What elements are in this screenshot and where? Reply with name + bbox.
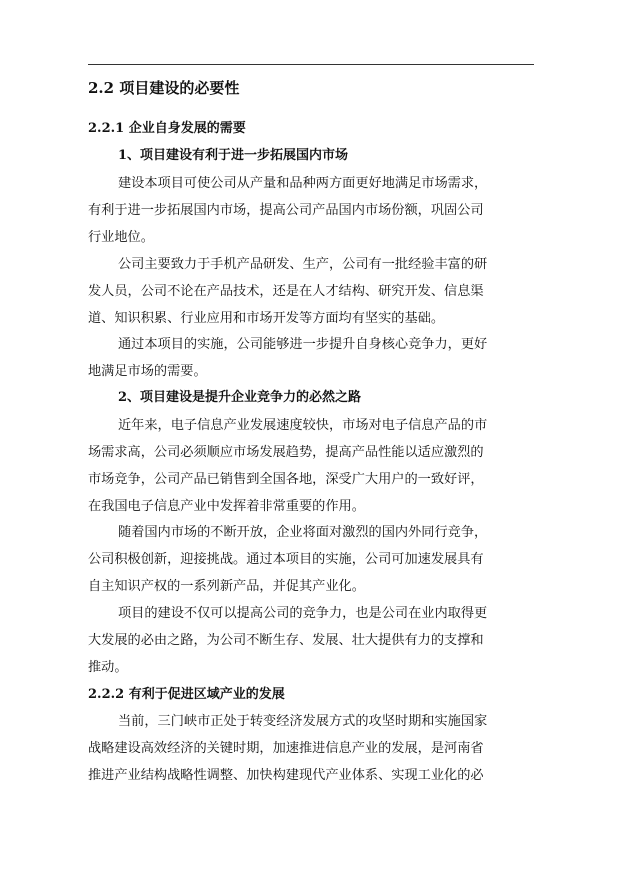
paragraph-line: 道、知识积累、行业应用和市场开发等方面均有坚实的基础。 [88,311,445,326]
paragraph-line: 大发展的必由之路，为公司不断生存、发展、壮大提供有力的支撑和 [88,633,484,648]
paragraph-line: 行业地位。 [88,230,154,245]
paragraph-line: 通过本项目的实施，公司能够进一步提升自身核心竞争力，更好 [118,337,488,352]
paragraph [88,600,534,681]
paragraph-line: 项目的建设不仅可以提高公司的竞争力，也是公司在业内取得更 [118,606,488,621]
subsection-heading-2-2-2: 2.2.2 有利于促进区域产业的发展 [88,687,285,702]
section-heading: 2.2 项目建设的必要性 [88,79,240,97]
paragraph-line: 自主知识产权的一系列新产品，并促其产业化。 [88,579,365,594]
paragraph-line: 随着国内市场的不断开放，企业将面对激烈的国内外同行竞争， [118,525,488,540]
paragraph-line: 市场竞争，公司产品已销售到全国各地，深受广大用户的一致好评， [88,472,484,487]
paragraph-line: 公司积极创新，迎接挑战。通过本项目的实施，公司可加速发展具有 [88,552,484,567]
point-heading-1: 1、项目建设有利于进一步拓展国内市场 [118,148,349,163]
paragraph-line: 建设本项目可使公司从产量和品种两方面更好地满足市场需求， [118,176,488,191]
paragraph-line: 推动。 [88,660,128,675]
paragraph [88,331,534,385]
paragraph [88,412,534,520]
paragraph [88,170,534,251]
paragraph-line: 在我国电子信息产业中发挥着非常重要的作用。 [88,499,365,514]
paragraph-line: 公司主要致力于手机产品研发、生产，公司有一批经验丰富的研 [118,257,488,272]
subsection-heading-2-2-1: 2.2.1 企业自身发展的需要 [88,121,246,136]
paragraph-line: 地满足市场的需要。 [88,364,207,379]
paragraph [88,251,534,332]
paragraph [88,708,534,789]
paragraph-line: 当前，三门峡市正处于转变经济发展方式的攻坚时期和实施国家 [118,714,488,729]
paragraph [88,519,534,600]
paragraph-line: 有利于进一步拓展国内市场，提高公司产品国内市场份额，巩固公司 [88,203,484,218]
point-heading-2: 2、项目建设是提升企业竞争力的必然之路 [118,390,362,405]
paragraph-line: 战略建设高效经济的关键时期，加速推进信息产业的发展，是河南省 [88,741,484,756]
paragraph-line: 近年来，电子信息产业发展速度较快，市场对电子信息产品的市 [118,418,488,433]
paragraph-line: 场需求高，公司必须顺应市场发展趋势，提高产品性能以适应激烈的 [88,445,484,460]
paragraph-line: 发人员，公司不论在产品技术，还是在人才结构、研究开发、信息渠 [88,284,484,299]
paragraph-line: 推进产业结构战略性调整、加快构建现代产业体系、实现工业化的必 [88,768,484,783]
header-rule [88,64,534,65]
